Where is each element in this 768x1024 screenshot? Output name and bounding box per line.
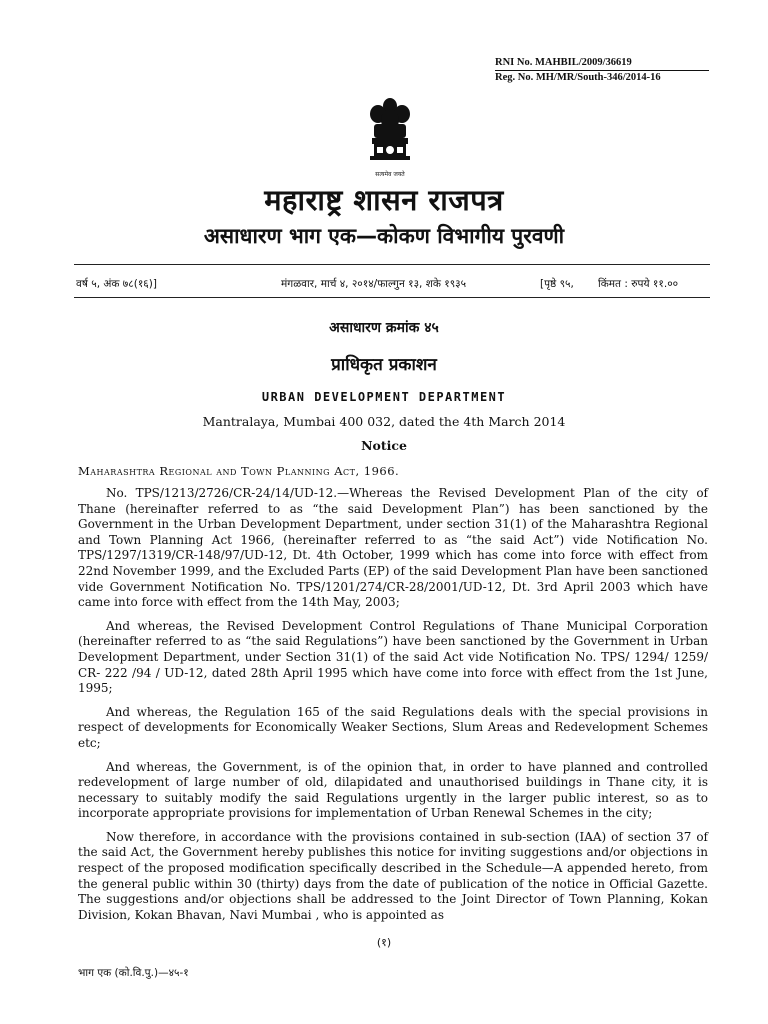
registration-block	[495, 56, 709, 85]
notice-heading: Notice	[361, 438, 407, 453]
paragraph: And whereas, the Regulation 165 of the said Regulations deals with the special provisions in respect of developments for Economically Weaker Sections, Slum Areas and Redevelopment Schemes etc;	[78, 704, 708, 750]
emblem-motto: सत्यमेव जयते	[375, 171, 405, 178]
paragraph: And whereas, the Government, is of the opinion that, in order to have planned and controlled redevelopment of large number of old, dilapidated and unauthorised buildings in Thane city, it is necessary to suitably modify the said Regulations urgently in the larger public interest, so as to incorporate appropriate provisions for implementation of Urban Renewal Schemes in the city;	[78, 759, 708, 821]
paragraph: Now therefore, in accordance with the provisions contained in sub-section (IAA) of section 37 of the said Act, the Government hereby publishes this notice for inviting suggestions and/or objections in respect of the proposed modification specifically described in the Schedule—A appended hereto, from the general public within 30 (thirty) days from the date of publication of the notice in Official Gazette. The suggestions and/or objections shall be addressed to the Joint Director of Town Planning, Kokan Division, Kokan Bhavan, Navi Mumbai , who is appointed as	[78, 829, 708, 922]
issue-date: मंगळवार, मार्च ४, २०१४/फाल्गुन १३, शके १९३५	[281, 278, 467, 290]
act-title: Maharashtra Regional and Town Planning Act, 1966.	[78, 464, 400, 478]
gazette-title: महाराष्ट्र शासन राजपत्र	[264, 183, 504, 217]
price: किंमत : रुपये ११.००	[598, 278, 679, 290]
authorised-publication: प्राधिकृत प्रकाशन	[331, 355, 437, 375]
extraordinary-number: असाधारण क्रमांक ४५	[329, 320, 439, 336]
divider-top	[74, 264, 710, 265]
volume-issue: वर्ष ५, अंक ७८(१६)]	[76, 278, 157, 290]
national-emblem-icon	[362, 96, 418, 178]
divider-bottom	[74, 297, 710, 298]
paragraph: And whereas, the Revised Development Control Regulations of Thane Municipal Corporation (hereinafter referred to as “the said Regulations”) have been sanctioned by the Government in Urban Development Department, under Section 31(1) of the said Act vide Notification No. TPS/ 1294/ 1259/ CR- 222 /94 / UD-12, dated 28th April 1995 which have come into force with effect from the 1st June, 1995;	[78, 618, 708, 696]
reg-number: Reg. No. MH/MR/South-346/2014-16	[495, 72, 661, 83]
gazette-subtitle: असाधारण भाग एक—कोकण विभागीय पुरवणी	[203, 224, 565, 248]
footer-reference: भाग एक (को.वि.पु.)—४५-१	[78, 967, 189, 979]
department-name: URBAN DEVELOPMENT DEPARTMENT	[261, 390, 507, 404]
paragraph: No. TPS/1213/2726/CR-24/14/UD-12.—Whereas the Revised Development Plan of the city of Thane (hereinafter referred to as “the said Development Plan”) has been sanctioned by the Government in the Urban Development Department, under section 31(1) of the Maharashtra Regional and Town Planning Act 1966, (hereinafter referred to as “the said Act”) vide Notification No. TPS/1297/1319/CR-148/97/UD-12, Dt. 4th October, 1999 which has come into force with effect from 22nd November 1999, and the Excluded Parts (EP) of the said Development Plan have been sanctioned vide Government Notification No. TPS/1201/274/CR-28/2001/UD-12, Dt. 3rd April 2003 which have came into force with effect from the 14th May, 2003;	[78, 486, 708, 610]
page-number: (१)	[376, 936, 392, 949]
rni-number: RNI No. MAHBIL/2009/36619	[495, 56, 709, 71]
place-date: Mantralaya, Mumbai 400 032, dated the 4th March 2014	[202, 414, 566, 429]
notice-body	[78, 486, 708, 931]
page-count: [पृष्ठे ९५,	[540, 278, 574, 290]
